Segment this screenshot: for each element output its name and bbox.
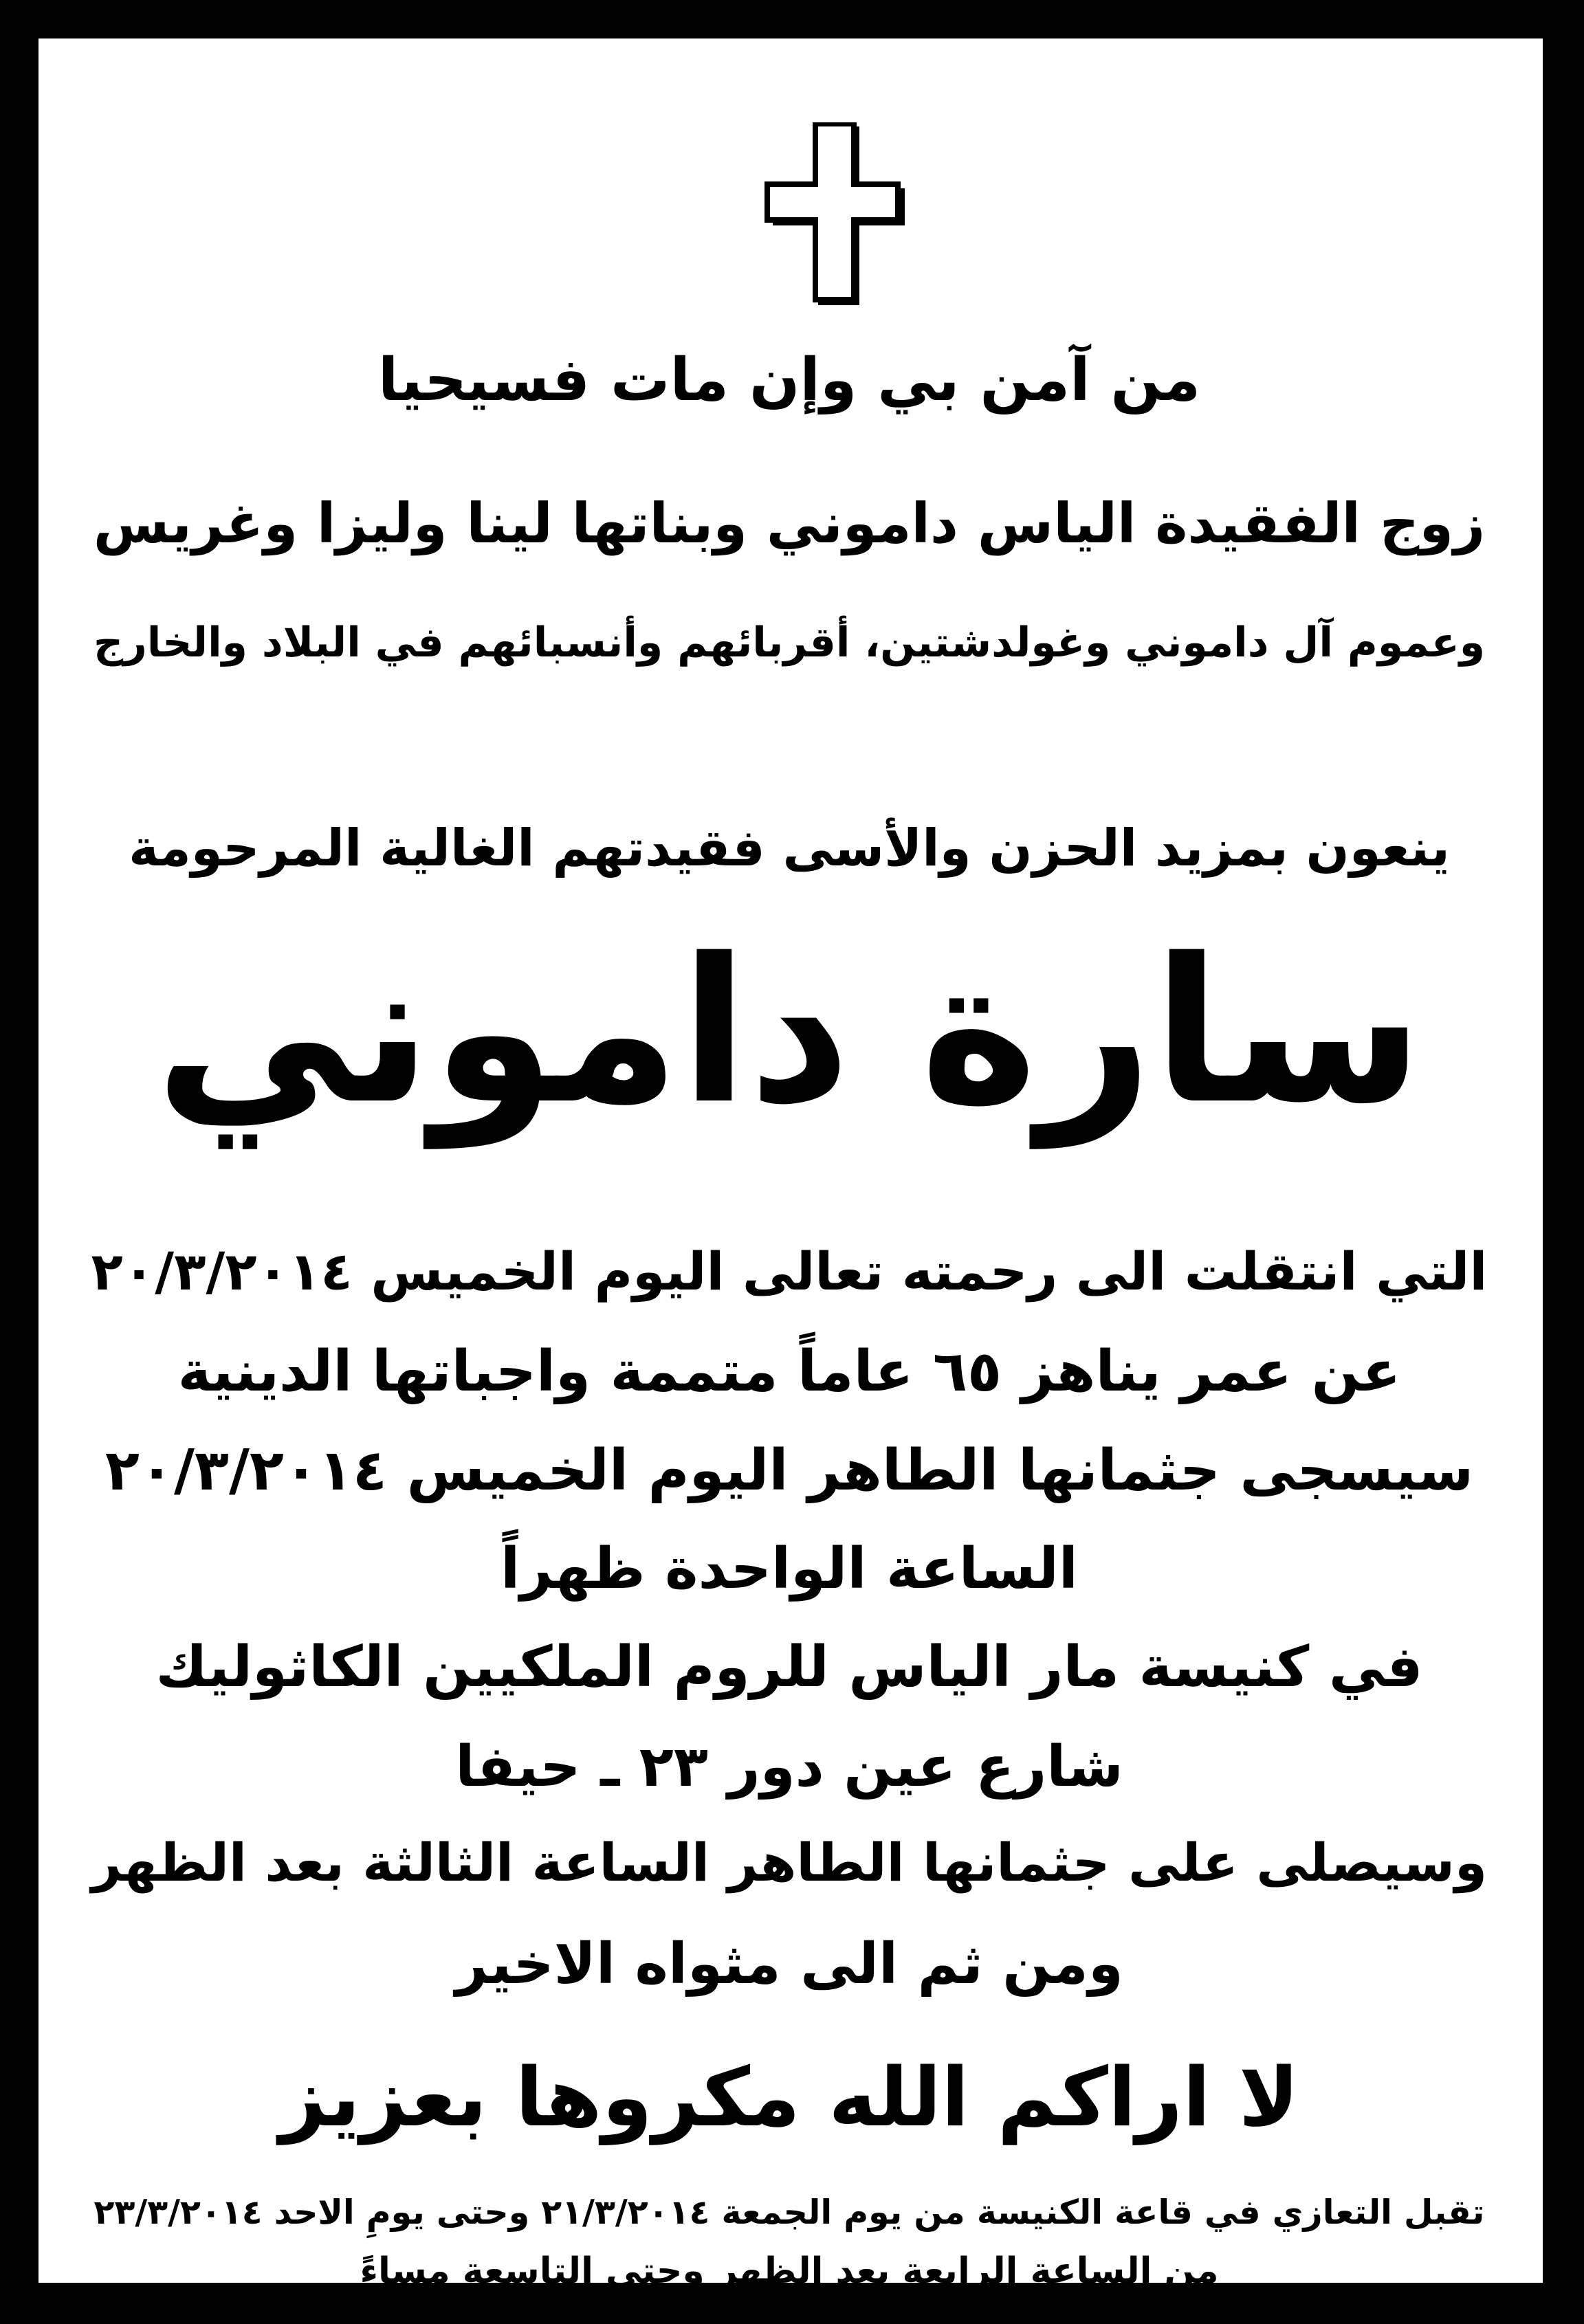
mourning-line: ينعون بمزيد الحزن والأسى فقيدتهم الغالية المرحومة: [129, 819, 1450, 878]
notice-content: [77, 77, 1502, 2292]
family-line-1: زوج الفقيدة الياس داموني وبناتها لينا وليزا وغريس: [93, 491, 1486, 555]
condolences-line-1: تقبل التعازي في قاعة الكنيسة من يوم الجمعة ٢١/٣/٢٠١٤ وحتى يومِ الاحد ٢٣/٣/٢٠١٤: [94, 2193, 1485, 2232]
time-line: الساعة الواحدة ظهراً: [500, 1536, 1078, 1602]
cross-icon: [758, 122, 916, 309]
family-line-2: وعموم آل داموني وغولدشتين، أقربائهم وأنسبائهم في البلاد والخارج: [93, 619, 1485, 667]
funeral-prayer-line: وسيصلى على جثمانها الطاهر الساعة الثالثة بعد الظهر: [91, 1832, 1488, 1893]
address-line: شارع عين دور ٢٣ ـ حيفا: [455, 1734, 1123, 1800]
condolences-line-2: من الساعة الرابعة بعد الظهر وحتى التاسعة مساءً: [360, 2250, 1219, 2292]
death-date-line: التي انتقلت الى رحمته تعالى اليوم الخميس ٢٠/٣/٢٠١٤: [91, 1241, 1488, 1302]
scripture-verse: من آمن بي وإن مات فسيحيا: [377, 346, 1201, 414]
deceased-name: سارة داموني: [155, 916, 1424, 1148]
church-line: في كنيسة مار الياس للروم الملكيين الكاثوليك: [155, 1635, 1423, 1700]
closing-phrase: لا اراكم الله مكروها بعزيز: [279, 2050, 1299, 2145]
burial-line: ومن ثم الى مثواه الاخير: [455, 1932, 1123, 1997]
lying-in-state-line: سيسجى جثمانها الطاهر اليوم الخميس ٢٠/٣/٢٠١٤: [104, 1438, 1474, 1503]
age-line: عن عمر يناهز ٦٥ عاماً متممة واجباتها الدينية: [177, 1339, 1401, 1404]
